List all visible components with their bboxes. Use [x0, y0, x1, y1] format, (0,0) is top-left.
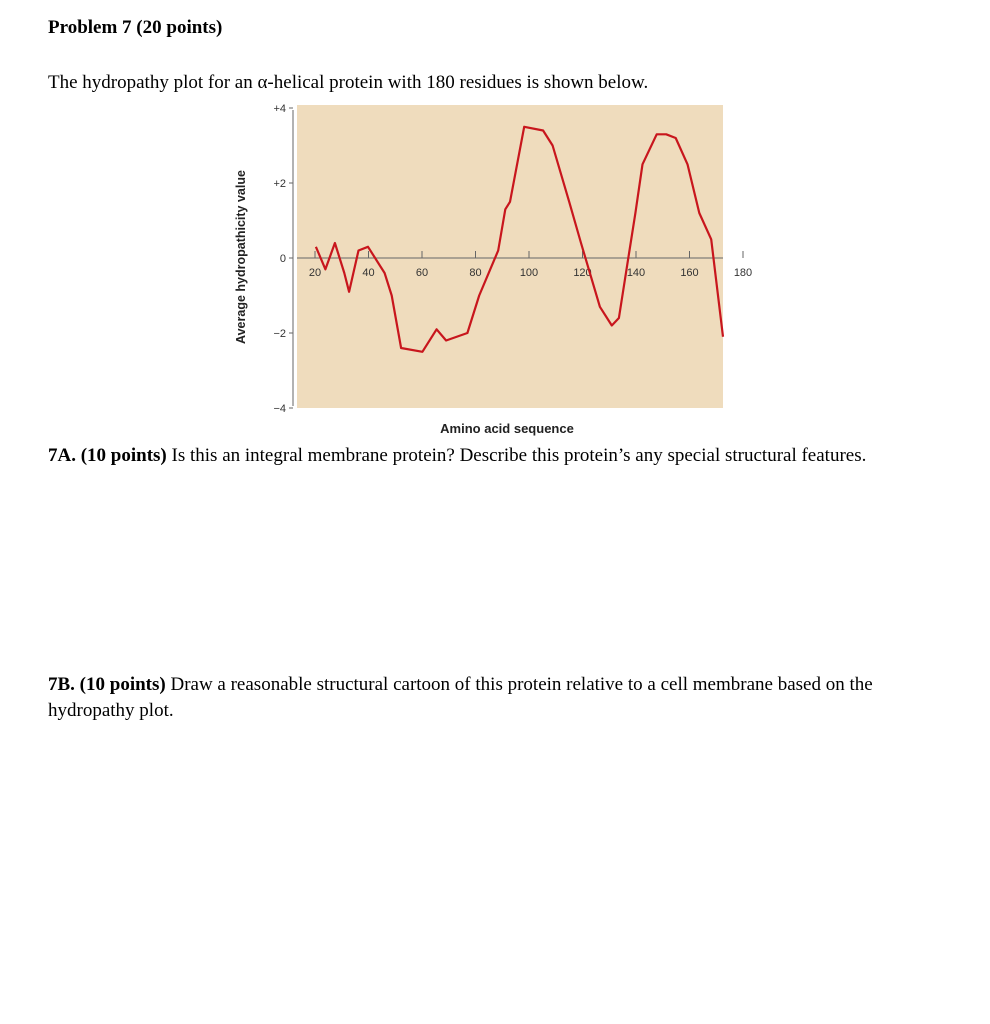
x-tick-label: 140: [626, 267, 646, 279]
x-tick-label: 20: [308, 267, 322, 279]
question-7a-text: Is this an integral membrane protein? Describe this protein’s any special structural features.: [171, 445, 867, 466]
x-tick-label: 160: [680, 267, 699, 279]
intro-text: The hydropathy plot for an α-helical protein with 180 residues is shown below.: [48, 72, 649, 93]
question-7a: [48, 443, 948, 469]
y-tick-label: +2: [273, 178, 286, 190]
question-7b-label: 7B. (10 points): [48, 674, 166, 695]
question-7b-text: Draw a reasonable structural cartoon of this protein relative to a cell membrane based on the hydropathy plot.: [48, 674, 873, 721]
y-axis-label: Average hydropathicity value: [234, 170, 248, 344]
y-tick-label: −4: [273, 403, 286, 415]
y-tick-label: 0: [279, 253, 286, 265]
plot-area: [297, 105, 723, 408]
x-axis-label: Amino acid sequence: [440, 421, 574, 436]
x-tick-label: 120: [573, 267, 592, 279]
question-7b: [48, 672, 948, 724]
x-tick-label: 60: [415, 267, 429, 279]
x-tick-label: 100: [519, 267, 539, 279]
question-7a-label: 7A. (10 points): [48, 445, 167, 466]
y-tick-label: −2: [273, 328, 286, 340]
y-tick-label: +4: [273, 103, 286, 115]
y-axis-ticks: [273, 103, 293, 415]
x-tick-label: 80: [469, 267, 482, 279]
problem-title: Problem 7 (20 points): [48, 17, 223, 38]
hydropathy-plot: [225, 95, 753, 440]
x-tick-label: 180: [733, 267, 753, 279]
x-tick-label: 40: [362, 267, 375, 279]
